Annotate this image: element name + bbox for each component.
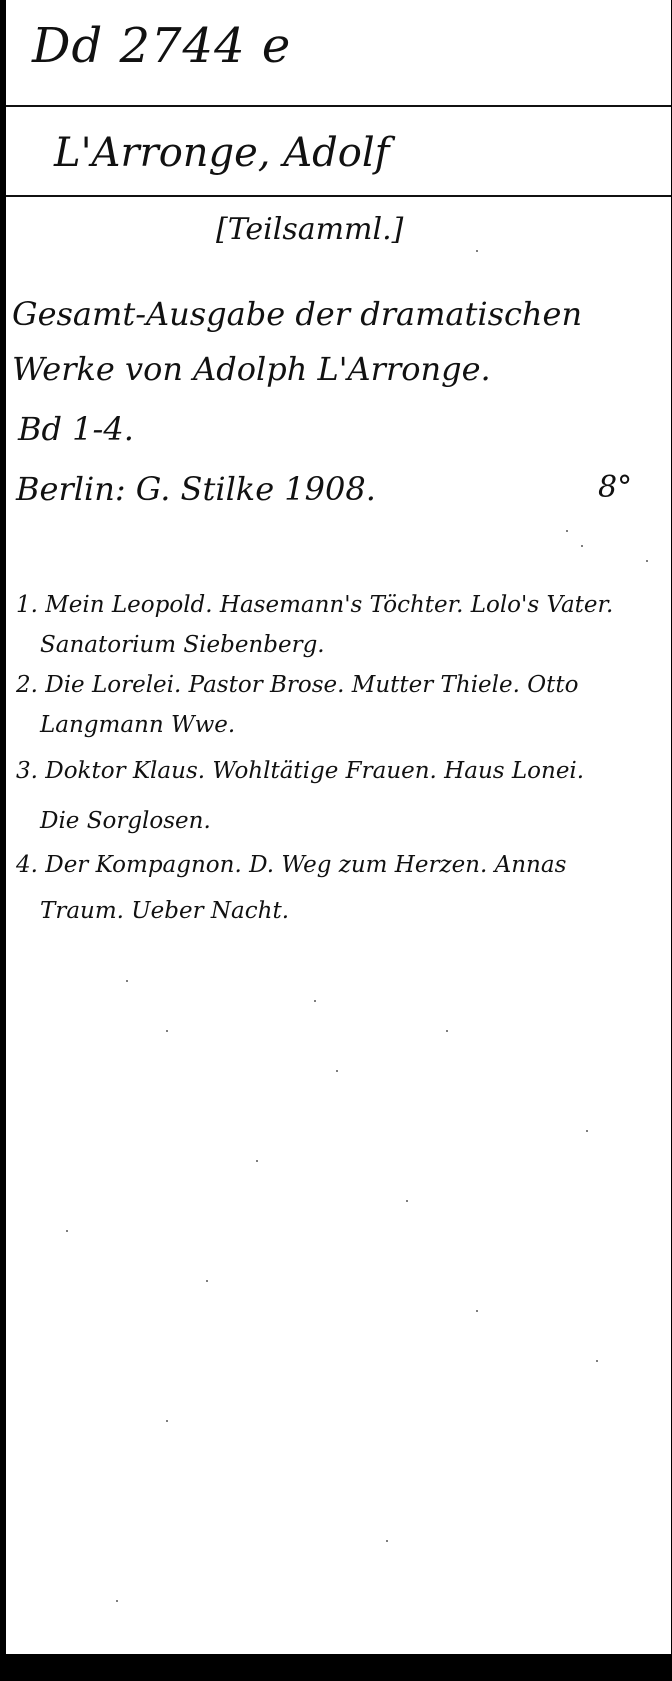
title-line-2: Werke von Adolph L'Arronge. (12, 350, 491, 388)
speck (386, 1540, 388, 1542)
speck (566, 530, 568, 532)
speck (476, 1310, 478, 1312)
contents-item-4: 4. Der Kompagnon. D. Weg zum Herzen. Annas (16, 852, 567, 878)
speck (581, 545, 583, 547)
title-line-1: Gesamt-Ausgabe der dramatischen (12, 295, 583, 333)
speck (256, 1160, 258, 1162)
divider-top (6, 105, 671, 107)
speck (66, 1230, 68, 1232)
contents-item-2: 2. Die Lorelei. Pastor Brose. Mutter Thiele. Otto (16, 672, 579, 698)
speck (446, 1030, 448, 1032)
contents-item-1-cont: Sanatorium Siebenberg. (40, 632, 325, 658)
speck (314, 1000, 316, 1002)
speck (166, 1420, 168, 1422)
speck (336, 1070, 338, 1072)
author-name: L'Arronge, Adolf (54, 130, 390, 176)
speck (206, 1280, 208, 1282)
contents-item-3-cont: Die Sorglosen. (40, 808, 211, 834)
speck (646, 560, 648, 562)
contents-item-1: 1. Mein Leopold. Hasemann's Töchter. Lolo's Vater. (16, 592, 614, 618)
speck (166, 1030, 168, 1032)
call-number: Dd 2744 e (32, 18, 292, 74)
speck (126, 980, 128, 982)
collection-note: [Teilsamml.] (216, 212, 404, 247)
contents-item-4-cont: Traum. Ueber Nacht. (40, 898, 290, 924)
format: 8° (598, 470, 633, 505)
speck (406, 1200, 408, 1202)
divider-author (6, 195, 671, 197)
volumes: Bd 1-4. (18, 410, 134, 448)
speck (586, 1130, 588, 1132)
speck (476, 250, 478, 252)
catalog-card (4, 0, 671, 1660)
contents-item-2-cont: Langmann Wwe. (40, 712, 236, 738)
speck (116, 1600, 118, 1602)
contents-item-3: 3. Doktor Klaus. Wohltätige Frauen. Haus Lonei. (16, 758, 585, 784)
imprint: Berlin: G. Stilke 1908. (16, 470, 376, 508)
speck (596, 1360, 598, 1362)
scan-border (0, 1660, 672, 1681)
